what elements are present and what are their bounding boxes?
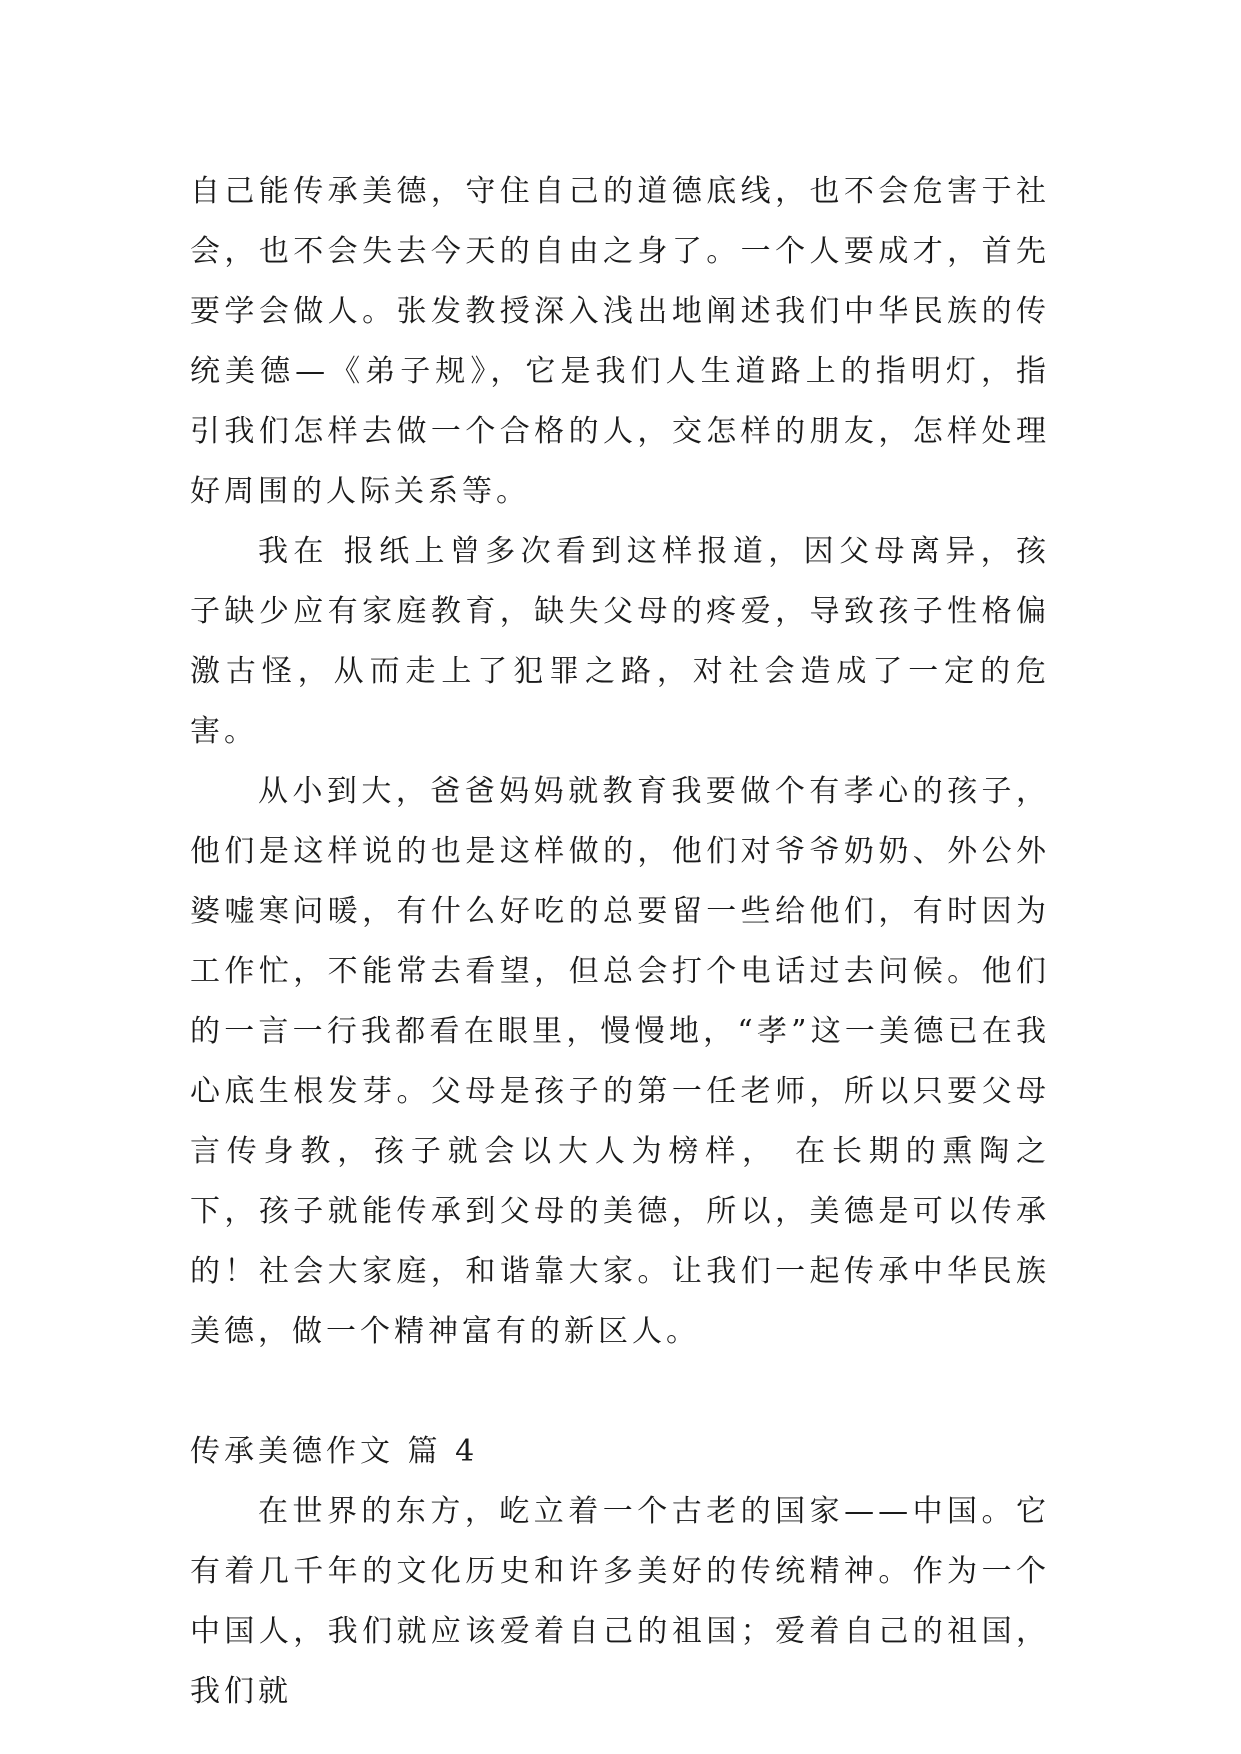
paragraph-section-4: 在世界的东方，屹立着一个古老的国家——中国。它有着几千年的文化历史和许多美好的传统精神。作为一个中国人，我们就应该爱着自己的祖国；爱着自己的祖国，我们就 <box>190 1494 1050 1709</box>
document-body <box>190 162 1050 1722</box>
paragraph-news-report: 我在 报纸上曾多次看到这样报道，因父母离异，孩子缺少应有家庭教育，缺失父母的疼爱，导致孩子性格偏激古怪，从而走上了犯罪之路，对社会造成了一定的危害。 <box>190 534 1050 749</box>
paragraph-continued: 自己能传承美德，守住自己的道德底线，也不会危害于社会，也不会失去今天的自由之身了。一个人要成才，首先要学会做人。张发教授深入浅出地阐述我们中华民族的传统美德—《弟子规》，它是我们人生道路上的指明灯，指引我们怎样去做一个合格的人，交怎样的朋友，怎样处理好周围的人际关系等。 <box>190 174 1050 509</box>
section-title: 传承美德作文 篇 4 <box>190 1434 479 1469</box>
paragraph-filial-piety: 从小到大，爸爸妈妈就教育我要做个有孝心的孩子，他们是这样说的也是这样做的，他们对爷爷奶奶、外公外婆嘘寒问暖，有什么好吃的总要留一些给他们，有时因为工作忙，不能常去看望，但总会打个电话过去问候。他们的一言一行我都看在眼里，慢慢地，“孝”这一美德已在我心底生根发芽。父母是孩子的第一任老师，所以只要父母言传身教，孩子就会以大人为榜样， 在长期的熏陶之下，孩子就能传承到父母的美德，所以，美德是可以传承的！社会大家庭，和谐靠大家。让我们一起传承中华民族美德，做一个精神富有的新区人。 <box>190 774 1050 1349</box>
